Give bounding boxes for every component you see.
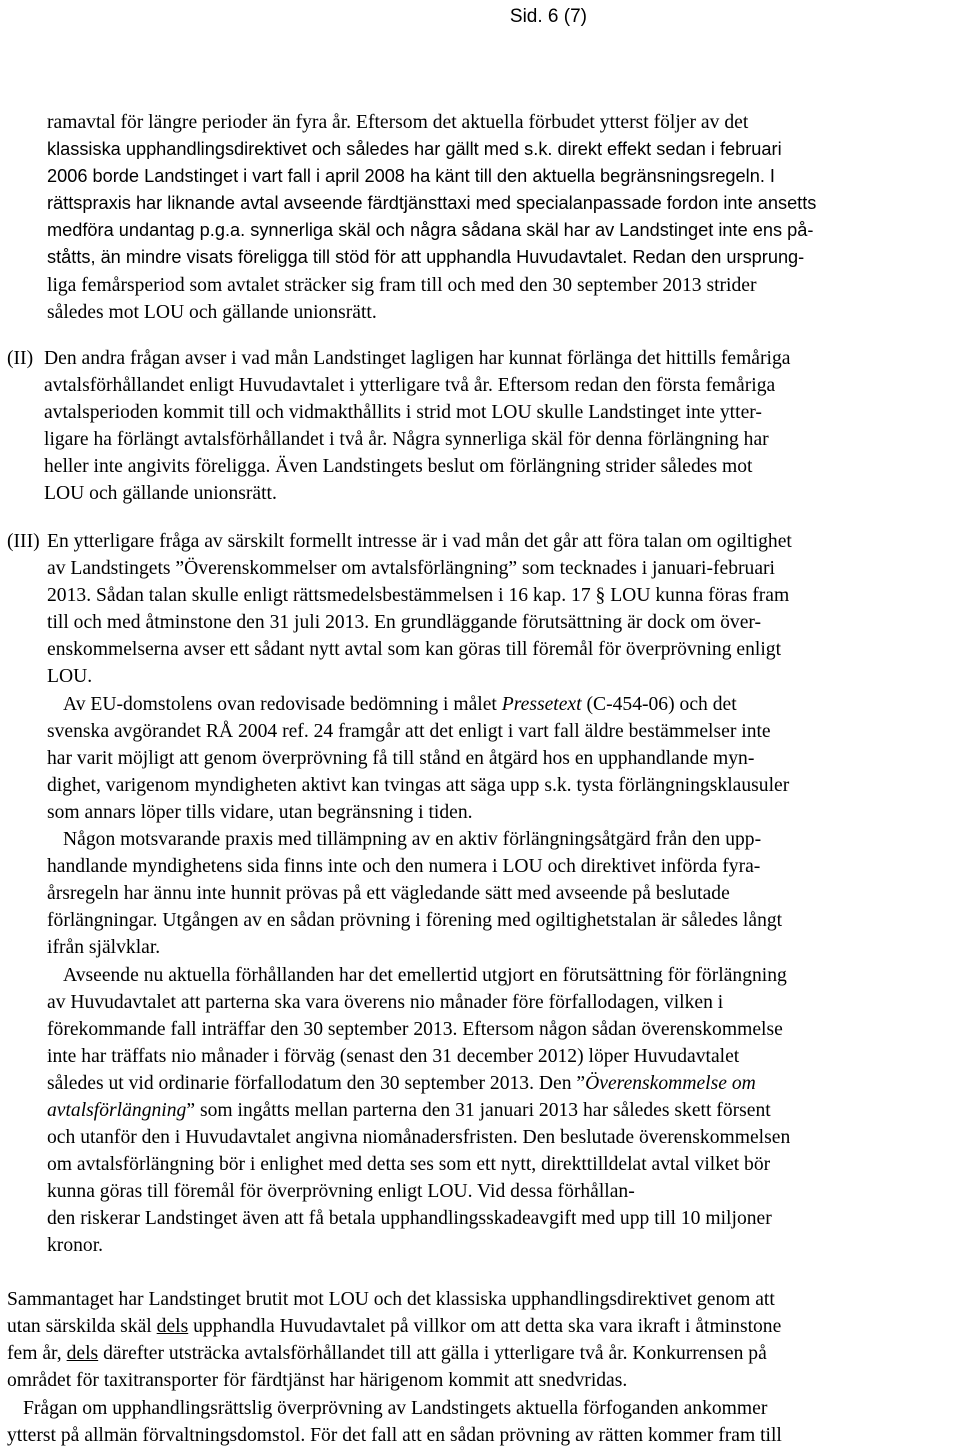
item-line: om avtalsförlängning bör i enlighet med detta ses som ett nytt, direkttilldelat avtal vilket bör	[47, 1154, 771, 1176]
item-body	[47, 528, 955, 1260]
item-line: Någon motsvarande praxis med tillämpning av en aktiv förlängningsåtgärd från den upp-	[63, 829, 762, 851]
item-line: som annars löper tills vidare, utan begränsning i tiden.	[47, 801, 473, 823]
paragraph	[47, 962, 955, 1260]
text-run: således ut vid ordinarie förfallodatum den 30 september 2013. Den ”	[47, 1072, 586, 1094]
item-line: den riskerar Landstinget även att få betala upphandlingsskadeavgift med upp till 10 miljoner	[47, 1208, 772, 1230]
final-paragraph	[7, 1395, 955, 1449]
item-line: ifrån självklar.	[47, 937, 161, 959]
item-label: (III)	[7, 531, 40, 552]
item-line: kunna göras till föremål för överprövning enligt LOU. Vid dessa förhållan-	[47, 1181, 635, 1203]
item-line: till och med åtminstone den 31 juli 2013. En grundläggande förutsättning är dock om över-	[47, 612, 762, 634]
item-line	[47, 1097, 955, 1124]
item-line: av Huvudavtalet att parterna ska vara överens nio månader före förfallodagen, vilken i	[47, 991, 724, 1013]
emphasis: dels	[156, 1316, 189, 1338]
item-line: avtalsperioden kommit till och vidmakthållits i strid mot LOU skulle Landstinget inte ytter-	[44, 402, 762, 424]
page-number: Sid. 6 (7)	[509, 6, 587, 27]
emphasis: dels	[66, 1343, 99, 1365]
item-line: inte har träffats nio månader i förväg (senast den 31 december 2012) löper Huvudavtalet	[47, 1045, 740, 1067]
intro-line: således mot LOU och gällande unionsrätt.	[47, 301, 377, 323]
document-title: Överenskommelse om	[585, 1072, 756, 1094]
item-line: En ytterligare fråga av särskilt formellt intresse är i vad mån det går att föra talan om ogiltighet	[47, 531, 792, 552]
intro-line: rättspraxis har liknande avtal avseende färdtjänsttaxi med specialanpassade fordon inte ansetts	[47, 193, 817, 214]
item-line: Den andra frågan avser i vad mån Landstinget lagligen har kunnat förlänga det hittills femåriga	[44, 348, 791, 369]
text-run: upphandla Huvudavtalet på villkor om att detta ska vara ikraft i åtminstone	[188, 1316, 782, 1338]
paragraph	[47, 826, 955, 961]
item-line: kronor.	[47, 1235, 104, 1257]
item-line: LOU.	[47, 666, 93, 688]
text-run: Av EU-domstolens ovan redovisade bedömning i målet	[63, 693, 502, 715]
item-line: handlande myndighetens sida finns inte och den numera i LOU och direktivet införda fyra-	[47, 856, 761, 878]
item-line: 2013. Sådan talan skulle enligt rättsmedelsbestämmelsen i 16 kap. 17 § LOU kunna föras fram	[47, 585, 790, 607]
item-line	[47, 691, 955, 718]
item-line: förlängningar. Utgången av en sådan prövning i förening med ogiltighetstalan är således långt	[47, 910, 783, 932]
item-label: (II)	[7, 348, 34, 369]
intro-line: klassiska upphandlingsdirektivet och således har gällt med s.k. direkt effekt sedan i februari	[47, 139, 782, 160]
intro-line: 2006 borde Landstinget i vart fall i april 2008 ha känt till den aktuella begränsningsregeln. I	[47, 166, 775, 187]
text-run: ” som ingåtts mellan parterna den 31 januari 2013 har således skett försent	[186, 1099, 771, 1121]
item-line: och utanför den i Huvudavtalet angivna niomånadersfristen. Den beslutade överenskommelsen	[47, 1127, 791, 1149]
item-line: heller inte angivits föreligga. Även Landstingets beslut om förlängning strider således mot	[44, 456, 753, 478]
text-run: utan särskilda skäl	[7, 1316, 157, 1338]
text-run: (C-454-06) och det	[581, 693, 737, 715]
item-line: LOU och gällande unionsrätt.	[44, 483, 277, 505]
paragraph	[47, 691, 955, 826]
summary-paragraph	[7, 1286, 955, 1394]
item-line: avtalsförhållandet enligt Huvudavtalet i ytterligare två år. Eftersom redan den första femåriga	[44, 375, 776, 397]
summary-line	[7, 1313, 955, 1340]
final-line: ytterst på allmän förvaltningsdomstol. För det fall att en sådan prövning av rätten kommer fram till	[7, 1425, 782, 1447]
summary-line	[7, 1340, 955, 1367]
item-line: har varit möjligt att genom överprövning få till stånd en åtgärd hos en upphandlande myn-	[47, 747, 755, 769]
intro-line: ramavtal för längre perioder än fyra år. Eftersom det aktuella förbudet ytterst följer av det	[47, 112, 749, 133]
item-line: ligare ha förlängt avtalsförhållandet i två år. Några synnerliga skäl för denna förlängning har	[44, 429, 769, 451]
item-line: svenska avgörandet RÅ 2004 ref. 24 framgår att det enligt i vart fall äldre bestämmelser inte	[47, 720, 771, 742]
item-line: förekommande fall inträffar den 30 september 2013. Eftersom någon sådan överenskommelse	[47, 1018, 783, 1040]
item-line: enskommelserna avser ett sådant nytt avtal som kan göras till föremål för överprövning enligt	[47, 639, 782, 661]
section-item-2	[7, 345, 955, 508]
summary-line: området för taxitransporter för färdtjänst har härigenom kommit att snedvridas.	[7, 1370, 628, 1392]
intro-paragraph	[47, 109, 955, 326]
item-line: årsregeln har ännu inte hunnit prövas på ett vägledande sätt med avseende på beslutade	[47, 883, 730, 905]
item-line: Avseende nu aktuella förhållanden har det emellertid utgjort en förutsättning för förlängning	[63, 964, 787, 986]
paragraph	[47, 528, 955, 691]
item-line: dighet, varigenom myndigheten aktivt kan tvingas att säga upp s.k. tysta förlängningsklausuler	[47, 774, 790, 796]
section-item-3	[7, 528, 955, 1260]
intro-line: ståtts, än mindre visats föreligga till stöd för att upphandla Huvudavtalet. Redan den ursprung-	[47, 247, 805, 268]
text-run: fem år,	[7, 1343, 67, 1365]
item-line: av Landstingets ”Överenskommelser om avtalsförlängning” som tecknades i januari-februari	[47, 558, 775, 580]
intro-line: liga femårsperiod som avtalet sträcker sig fram till och med den 30 september 2013 strider	[47, 274, 757, 296]
item-body	[44, 345, 955, 508]
summary-line: Sammantaget har Landstinget brutit mot LOU och det klassiska upphandlingsdirektivet genom att	[7, 1289, 775, 1310]
item-line	[47, 1070, 955, 1097]
final-line: Frågan om upphandlingsrättslig överprövning av Landstingets aktuella förfoganden ankommer	[23, 1398, 768, 1419]
case-name: Pressetext	[501, 693, 582, 715]
document-title: avtalsförlängning	[47, 1099, 187, 1121]
intro-line: medföra undantag p.g.a. synnerliga skäl och några sådana skäl har av Landstinget inte ens på-	[47, 220, 814, 241]
text-run: därefter utsträcka avtalsförhållandet till att gälla i ytterligare två år. Konkurrensen på	[98, 1343, 767, 1365]
